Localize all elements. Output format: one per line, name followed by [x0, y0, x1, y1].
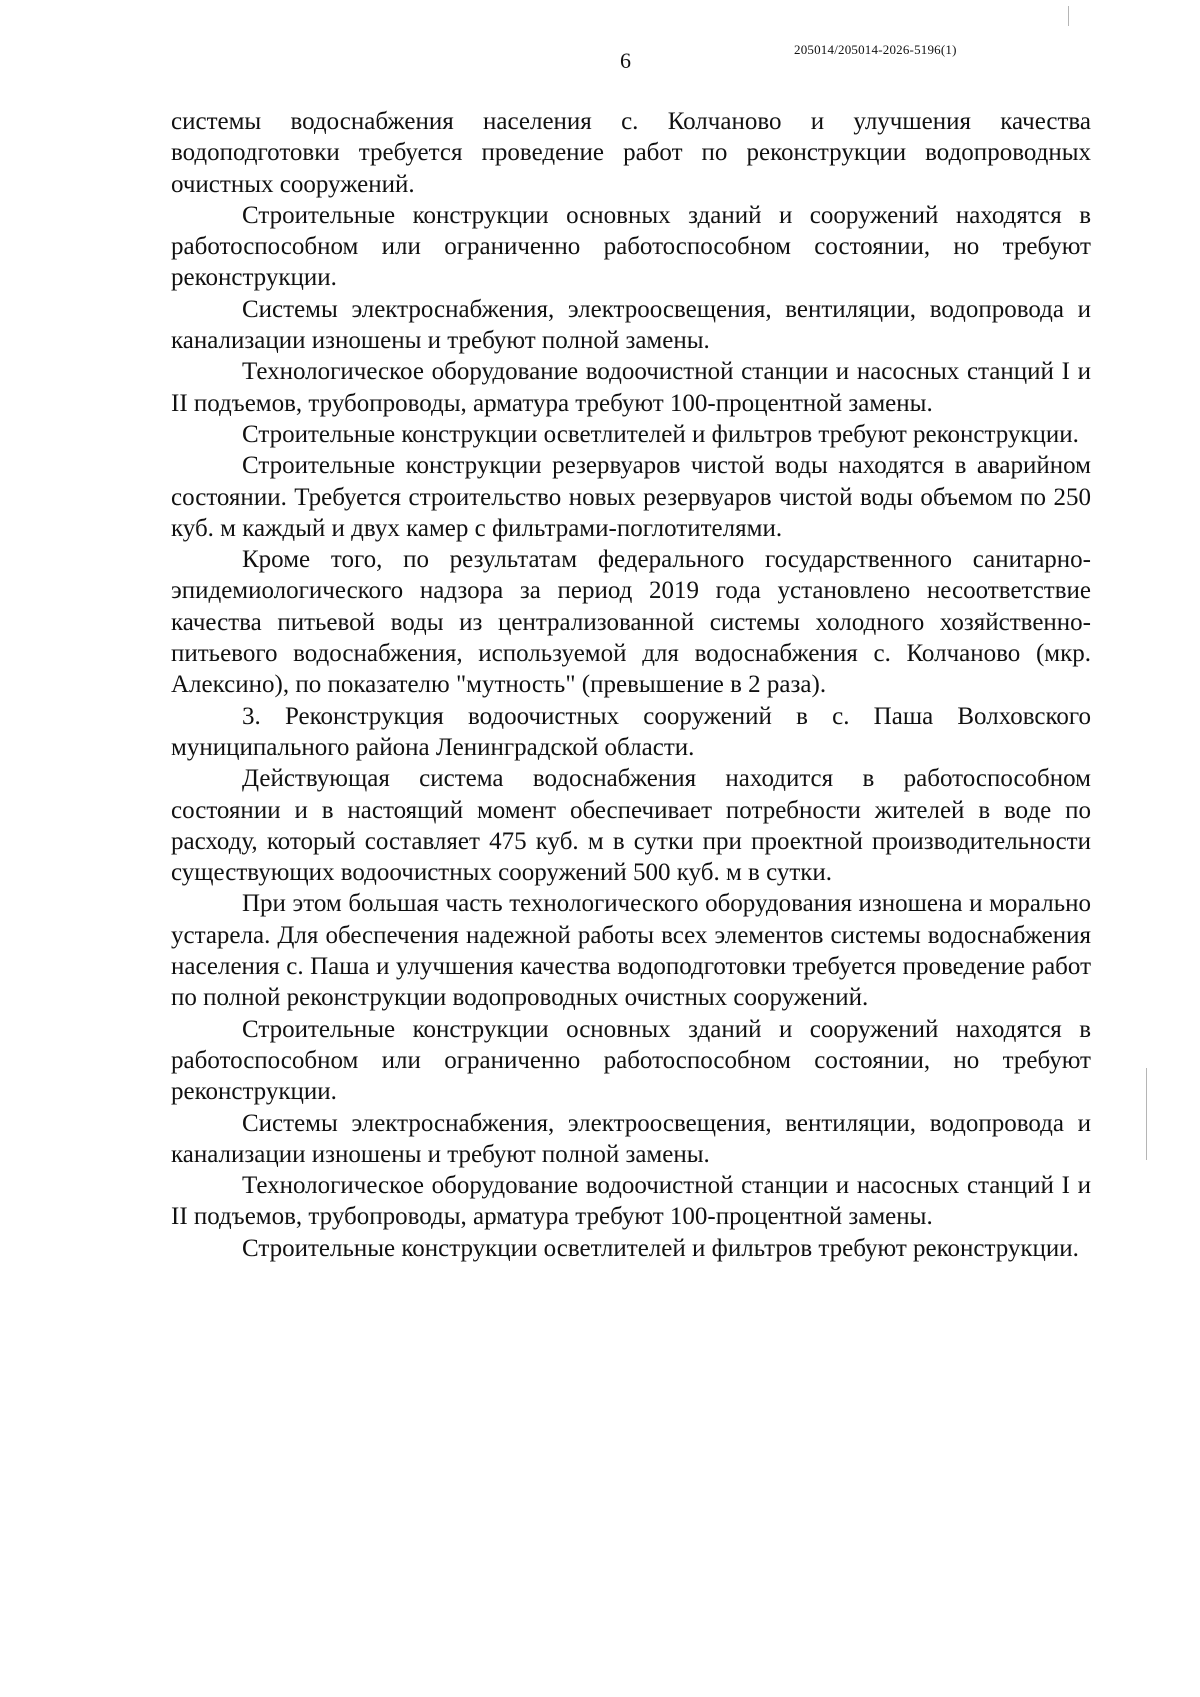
paragraph: системы водоснабжения населения с. Колчаново и улучшения качества водоподготовки требуется проведение работ по реконструкции водопроводных очистных сооружений. [171, 108, 1091, 198]
paragraph: Системы электроснабжения, электроосвещения, вентиляции, водопровода и канализации изношены и требуют полной замены. [171, 1109, 1091, 1168]
paragraph: Технологическое оборудование водоочистной станции и насосных станций I и II подъемов, трубопроводы, арматура требуют 100-процентной замены. [171, 1172, 1091, 1231]
document-body [171, 106, 1091, 1264]
paragraph: Строительные конструкции осветлителей и фильтров требуют реконструкции. [242, 1234, 1079, 1262]
document-id: 205014/205014-2026-5196(1) [794, 42, 957, 57]
section-heading: 3. Реконструкция водоочистных сооружений в с. Паша Волховского муниципального района Ленинградской области. [171, 702, 1091, 761]
paragraph: При этом большая часть технологического оборудования изношена и морально устарела. Для обеспечения надежной работы всех элементов системы водоснабжения населения с. Паша и улучшения качества водоподготовки требуется проведение работ по полной реконструкции водопроводных очистных сооружений. [171, 890, 1091, 1012]
scan-artifact-line [1068, 6, 1069, 26]
paragraph: Строительные конструкции основных зданий и сооружений находятся в работоспособном или ограниченно работоспособном состоянии, но требуют реконструкции. [171, 1015, 1091, 1106]
paragraph: Действующая система водоснабжения находится в работоспособном состоянии и в настоящий момент обеспечивает потребности жителей в воде по расходу, который составляет 475 куб. м в сутки при проектной производительности существующих водоочистных сооружений 500 куб. м в сутки. [171, 765, 1091, 887]
paragraph: Строительные конструкции основных зданий и сооружений находятся в работоспособном или ограниченно работоспособном состоянии, но требуют реконструкции. [171, 201, 1091, 292]
paragraph: Строительные конструкции резервуаров чистой воды находятся в аварийном состоянии. Требуется строительство новых резервуаров чистой воды объемом по 250 куб. м каждый и двух камер с фильтрами-поглотителями. [171, 452, 1091, 542]
page-number: 6 [620, 48, 631, 73]
paragraph: Технологическое оборудование водоочистной станции и насосных станций I и II подъемов, трубопроводы, арматура требуют 100-процентной замены. [171, 358, 1091, 417]
paragraph: Системы электроснабжения, электроосвещения, вентиляции, водопровода и канализации изношены и требуют полной замены. [171, 295, 1091, 355]
scan-artifact-line [1146, 1068, 1147, 1160]
paragraph: Кроме того, по результатам федерального государственного санитарно-эпидемиологического надзора за период 2019 года установлено несоответствие качества питьевой воды из централизованной системы холодного хозяйственно-питьевого водоснабжения, используемой для водоснабжения с. Колчаново (мкр. Алексино), по показателю "мутность" (превышение в 2 раза). [171, 546, 1091, 699]
paragraph: Строительные конструкции осветлителей и фильтров требуют реконструкции. [242, 420, 1079, 448]
